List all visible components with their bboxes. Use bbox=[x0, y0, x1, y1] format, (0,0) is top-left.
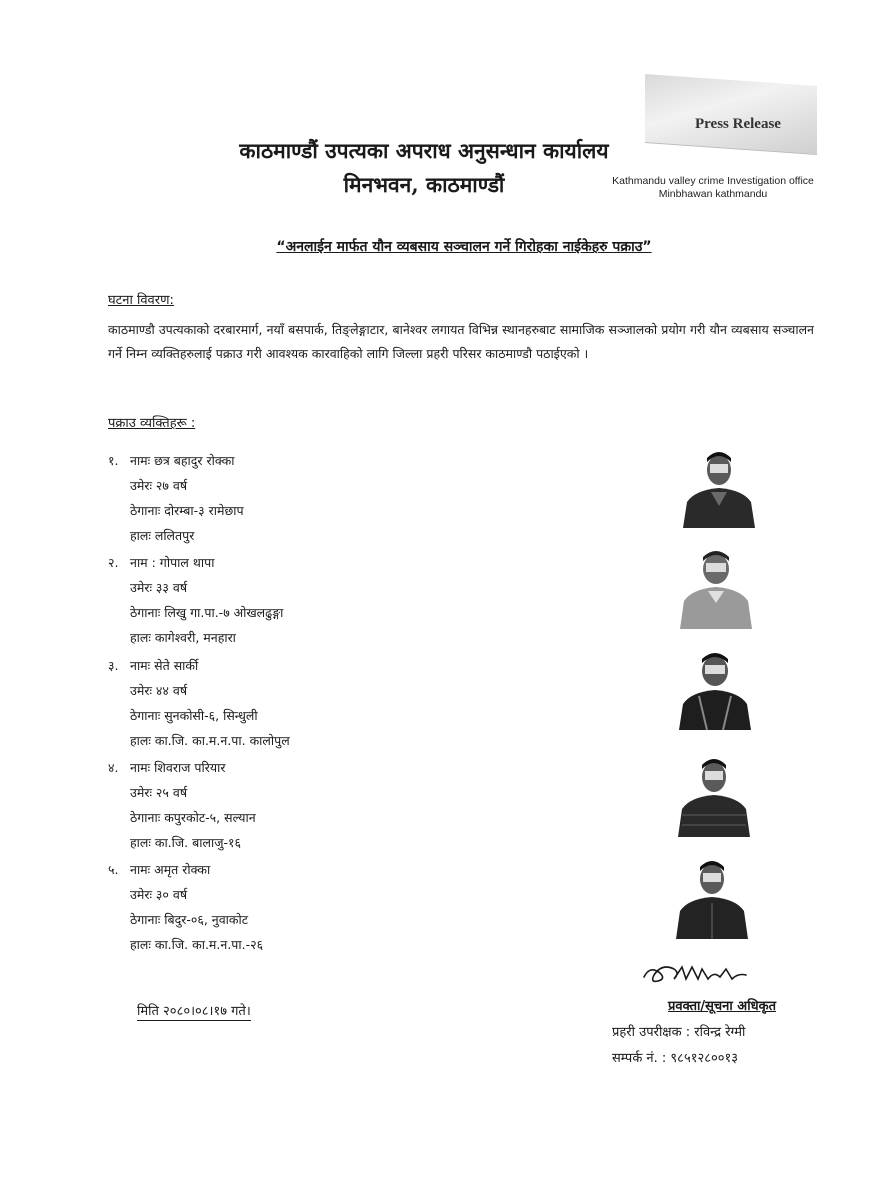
person-age: उमेरः २७ वर्ष bbox=[130, 478, 188, 493]
person-entry-4 bbox=[108, 755, 488, 855]
issue-date: मिति २०८०।०८।१७ गते। bbox=[137, 1001, 251, 1021]
person-address: ठेगानाः दोरम्बा-३ रामेछाप bbox=[130, 503, 244, 518]
person-age: उमेरः ४४ वर्ष bbox=[130, 683, 188, 698]
person-number: २. bbox=[108, 555, 119, 570]
incident-description: काठमाण्डौ उपत्यकाको दरबारमार्ग, नयाँ बसपार्क, तिङ्लेङ्गाटार, बानेश्वर लगायत विभिन्न स्थानहरुबाट सामाजिक सञ्जालको प्रयोग गरी यौन व्यबसाय सञ्चालन गर्ने निम्न व्यक्तिहरुलाई पक्राउ गरी आवश्यक कारवाहिको लागि जिल्ला प्रहरी परिसर काठमाण्डौ पठाईएको । bbox=[108, 322, 814, 361]
arrested-label: पक्राउ व्यक्तिहरू : bbox=[108, 416, 196, 431]
person-photo-5 bbox=[674, 855, 750, 939]
person-age: उमेरः ३० वर्ष bbox=[130, 887, 188, 902]
person-age: उमेरः ३३ वर्ष bbox=[130, 580, 188, 595]
person-number: ३. bbox=[108, 658, 119, 673]
person-photo-4 bbox=[676, 753, 752, 837]
person-photo-3 bbox=[677, 646, 753, 730]
person-name: नाम : गोपाल थापा bbox=[130, 555, 215, 570]
person-name: नामः शिवराज परियार bbox=[130, 760, 226, 775]
signature-mark bbox=[640, 955, 750, 993]
person-name: नामः छत्र बहादुर रोक्का bbox=[130, 453, 235, 468]
press-release-label: Press Release bbox=[695, 116, 781, 132]
person-photo-2 bbox=[678, 545, 754, 629]
person-entry-3 bbox=[108, 653, 488, 753]
person-address: ठेगानाः लिखु गा.पा.-७ ओखलढुङ्गा bbox=[130, 605, 284, 620]
person-current-address: हालः ललितपुर bbox=[130, 528, 195, 543]
incident-label: घटना विवरण: bbox=[108, 293, 174, 308]
office-location-np: मिनभवन, काठमाण्डौं bbox=[343, 172, 505, 197]
press-release-badge bbox=[645, 74, 817, 155]
person-entry-5 bbox=[108, 857, 488, 957]
person-name: नामः अमृत रोक्का bbox=[130, 862, 211, 877]
person-age: उमेरः २५ वर्ष bbox=[130, 785, 188, 800]
person-photo-1 bbox=[681, 444, 757, 528]
office-name-en: Kathmandu valley crime Investigation office bbox=[612, 175, 814, 187]
person-entry-2 bbox=[108, 550, 488, 650]
signatory-contact: सम्पर्क नं. : ९८५१२८००१३ bbox=[612, 1051, 739, 1066]
person-current-address: हालः का.जि. बालाजु-१६ bbox=[130, 835, 241, 850]
office-location-en: Minbhawan kathmandu bbox=[658, 188, 768, 200]
signatory-title: प्रवक्ता/सूचना अधिकृत bbox=[668, 999, 776, 1014]
person-current-address: हालः का.जि. का.म.न.पा.-२६ bbox=[130, 937, 264, 952]
person-current-address: हालः कागेश्वरी, मनहारा bbox=[130, 630, 236, 645]
office-header-english bbox=[598, 175, 828, 201]
signatory-name: प्रहरी उपरीक्षक : रविन्द्र रेग्मी bbox=[612, 1025, 746, 1040]
person-number: ४. bbox=[108, 760, 119, 775]
person-number: ५. bbox=[108, 862, 119, 877]
person-address: ठेगानाः सुनकोसी-६, सिन्धुली bbox=[130, 708, 258, 723]
person-number: १. bbox=[108, 453, 119, 468]
person-entry-1 bbox=[108, 448, 488, 548]
headline: “अनलाईन मार्फत यौन व्यबसाय सञ्चालन गर्ने गिरोहका नाईकेहरु पक्राउ” bbox=[276, 239, 652, 255]
person-address: ठेगानाः बिदुर-०६, नुवाकोट bbox=[130, 912, 249, 927]
signatory-block bbox=[612, 994, 832, 1072]
person-address: ठेगानाः कपुरकोट-५, सल्यान bbox=[130, 810, 256, 825]
office-header-nepali bbox=[204, 134, 644, 202]
person-name: नामः सेते सार्की bbox=[130, 658, 199, 673]
person-current-address: हालः का.जि. का.म.न.पा. कालोपुल bbox=[130, 733, 290, 748]
office-name-np: काठमाण्डौं उपत्यका अपराध अनुसन्धान कार्यालय bbox=[239, 138, 609, 163]
